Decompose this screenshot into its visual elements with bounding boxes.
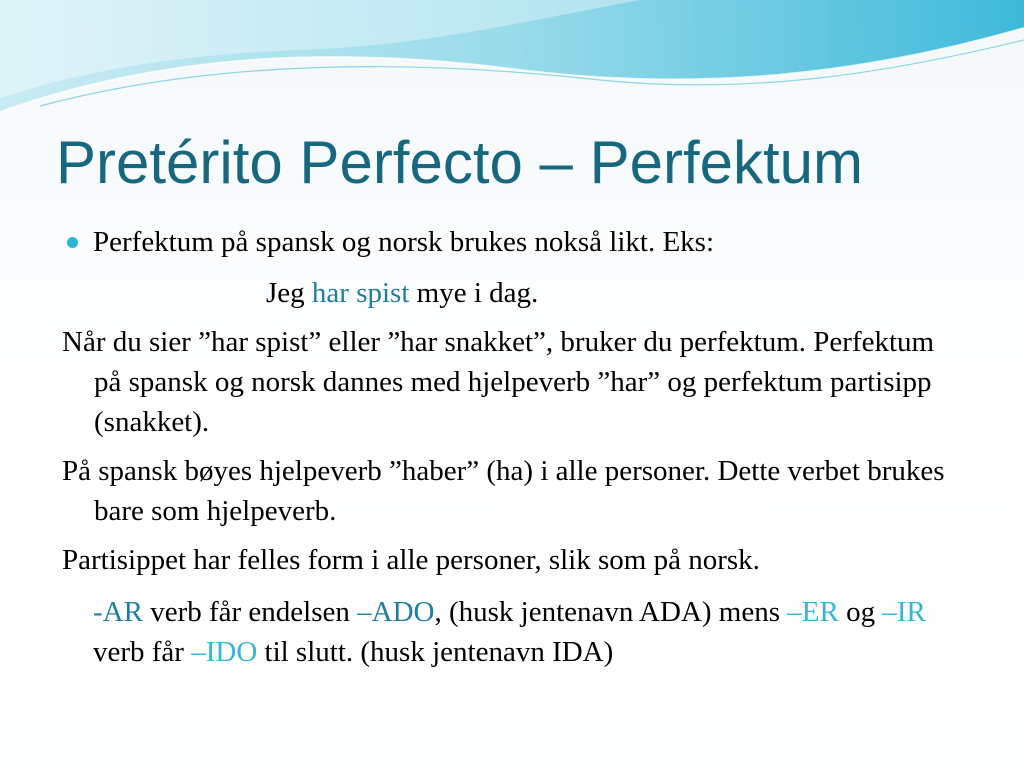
paragraph-text: Partisippet har felles form i alle personer, slik som på norsk. <box>62 544 760 576</box>
slide-title: Pretérito Perfecto – Perfektum <box>56 129 864 196</box>
paragraph-text: verb får endelsen <box>142 596 358 628</box>
paragraph-text: Når du sier ”har spist” eller ”har snakket”, bruker du perfektum. Perfektum på spansk og norsk dannes med hjelpeverb ”har” og perfektum partisipp (snakket). <box>62 326 935 438</box>
example-highlight: har spist <box>311 277 410 309</box>
example-pre: Jeg <box>266 277 312 309</box>
paragraph-perfektum <box>62 322 962 442</box>
ending-ado: –ADO <box>357 596 435 628</box>
ending-ido: –IDO <box>191 636 258 668</box>
decorative-wave <box>0 0 1024 120</box>
bullet-icon <box>67 237 78 248</box>
paragraph-text: til slutt. (husk jentenavn IDA) <box>257 636 614 668</box>
paragraph-partisipp <box>62 540 962 580</box>
example-sentence <box>62 273 962 313</box>
paragraph-haber <box>62 451 962 531</box>
bullet-text: Perfektum på spansk og norsk brukes nokså likt. Eks: <box>93 226 715 258</box>
example-post: mye i dag. <box>409 277 539 309</box>
ending-ar: -AR <box>93 596 143 628</box>
bullet-item <box>62 222 962 262</box>
paragraph-text: På spansk bøyes hjelpeverb ”haber” (ha) i alle personer. Dette verbet brukes bare som hjelpeverb. <box>62 455 945 527</box>
paragraph-text: verb får <box>93 636 192 668</box>
paragraph-text: , (husk jentenavn ADA) mens <box>434 596 788 628</box>
paragraph-endings <box>62 592 962 672</box>
slide-body <box>62 222 962 672</box>
ending-er: –ER <box>787 596 839 628</box>
ending-ir: –IR <box>882 596 926 628</box>
paragraph-text: og <box>838 596 883 628</box>
